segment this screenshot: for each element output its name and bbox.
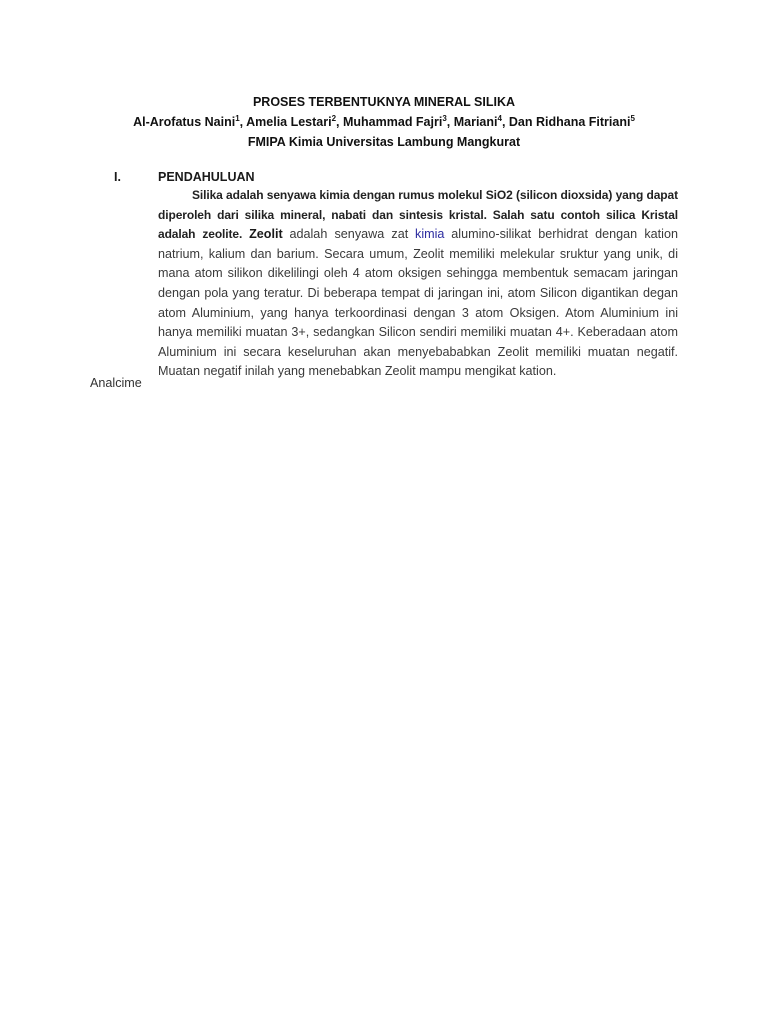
author-name: Muhammad Fajri [343, 115, 443, 129]
author-mark: 1 [235, 113, 240, 123]
author-name: Dan Ridhana Fitriani [508, 115, 631, 129]
author-separator: , [446, 115, 454, 129]
zeolit-term: Zeolit [249, 227, 283, 242]
document-header [0, 92, 768, 152]
author-mark: 2 [331, 113, 337, 123]
author-separator: , [501, 115, 509, 129]
analcime-label: Analcime [90, 376, 142, 390]
paragraph-lead-text: Silika adalah senyawa kimia dengan rumus molekul SiO2 (silicon dioxsida) yang dapat diperoleh dari silika mineral, nabati dan sintesis kristal. Salah satu contoh silica Kristal adalah zeolite. [158, 188, 678, 242]
paragraph-text: alumino-silikat berhidrat dengan kation natrium, kalium dan barium. Secara umum, Zeolit memiliki melekular sruktur yang unik, di mana atom silikon dikelilingi oleh 4 atom oksigen sehingga membentuk semacam jaringan dengan pola yang teratur. Di beberapa tempat di jaringan ini, atom Silicon digantikan degan atom Aluminium, yang hanya terkoordinasi dengan 3 atom Oksigen. Atom Aluminium ini hanya memiliki muatan 3+, sedangkan Silicon sendiri memiliki muatan 4+. Keberadaan atom Aluminium ini secara keseluruhan akan menyebababkan Zeolit memiliki muatan negatif. Muatan negatif inilah yang menebabkan Zeolit mampu mengikat kation. [158, 227, 678, 379]
kimia-link[interactable]: kimia [415, 227, 445, 242]
author-separator: , [239, 115, 247, 129]
affiliation: FMIPA Kimia Universitas Lambung Mangkurat [247, 135, 521, 149]
intro-paragraph [158, 186, 678, 382]
paragraph-text: adalah senyawa zat [289, 227, 409, 242]
author-name: Al-Arofatus Naini [133, 115, 236, 129]
document-title: PROSES TERBENTUKNYA MINERAL SILIKA [252, 95, 516, 109]
author-line [0, 112, 768, 132]
author-name: Mariani [453, 115, 498, 129]
author-mark: 5 [630, 113, 635, 123]
author-separator: , [336, 115, 343, 129]
author-mark: 3 [442, 113, 447, 123]
author-mark: 4 [497, 113, 502, 123]
section-title: PENDAHULUAN [158, 170, 255, 184]
section-number: I. [114, 170, 121, 184]
author-name: Amelia Lestari [246, 115, 332, 129]
